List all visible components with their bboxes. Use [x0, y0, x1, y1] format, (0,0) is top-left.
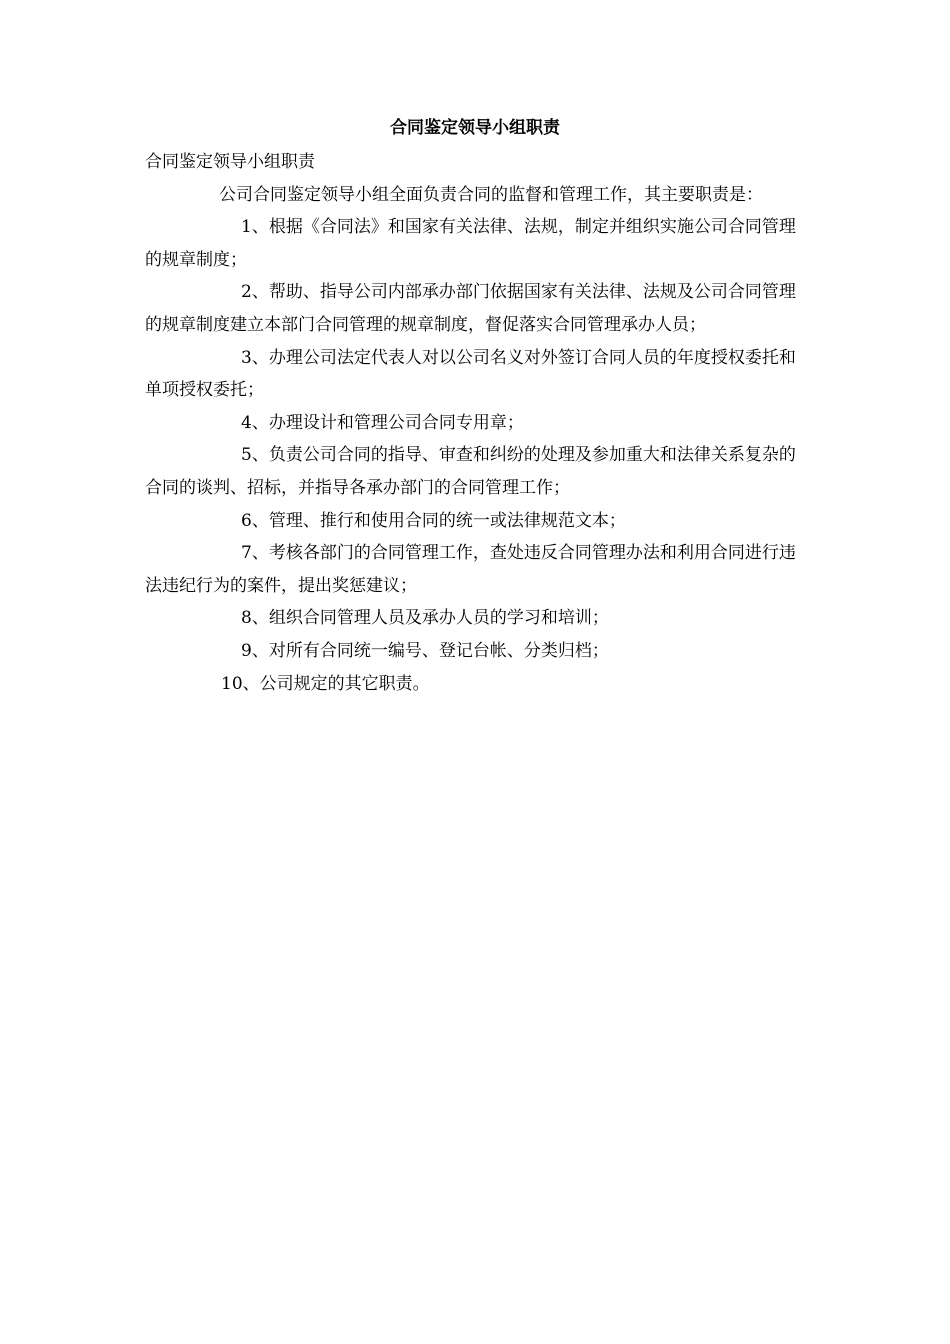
duty-item-8: 8、组织合同管理人员及承办人员的学习和培训； [241, 608, 609, 629]
duty-item-6: 6、管理、推行和使用合同的统一或法律规范文本； [241, 510, 626, 531]
duty-item-9: 9、对所有合同统一编号、登记台帐、分类归档； [241, 640, 609, 661]
document-title: 合同鉴定领导小组职责 [390, 118, 560, 138]
duty-item-3: 3、办理公司法定代表人对以公司名义对外签订合同人员的年度授权委托和单项授权委托； [145, 347, 796, 401]
duty-item-5: 5、负责公司合同的指导、审查和纠纷的处理及参加重大和法律关系复杂的合同的谈判、招标，并指导各承办部门的合同管理工作； [145, 445, 796, 498]
intro-paragraph: 公司合同鉴定领导小组全面负责合同的监督和管理工作，其主要职责是： [219, 184, 763, 205]
document-body [145, 146, 805, 700]
duty-item-4: 4、办理设计和管理公司合同专用章； [241, 412, 524, 433]
duty-item-10: 10、公司规定的其它职责。 [221, 673, 430, 694]
document-subtitle: 合同鉴定领导小组职责 [145, 152, 315, 172]
duty-item-1: 1、根据《合同法》和国家有关法律、法规，制定并组织实施公司合同管理的规章制度； [145, 217, 796, 270]
duty-item-2: 2、帮助、指导公司内部承办部门依据国家有关法律、法规及公司合同管理的规章制度建立本部门合同管理的规章制度，督促落实合同管理承办人员； [145, 282, 796, 335]
duty-item-7: 7、考核各部门的合同管理工作，查处违反合同管理办法和利用合同进行违法违纪行为的案件，提出奖惩建议； [145, 543, 796, 596]
